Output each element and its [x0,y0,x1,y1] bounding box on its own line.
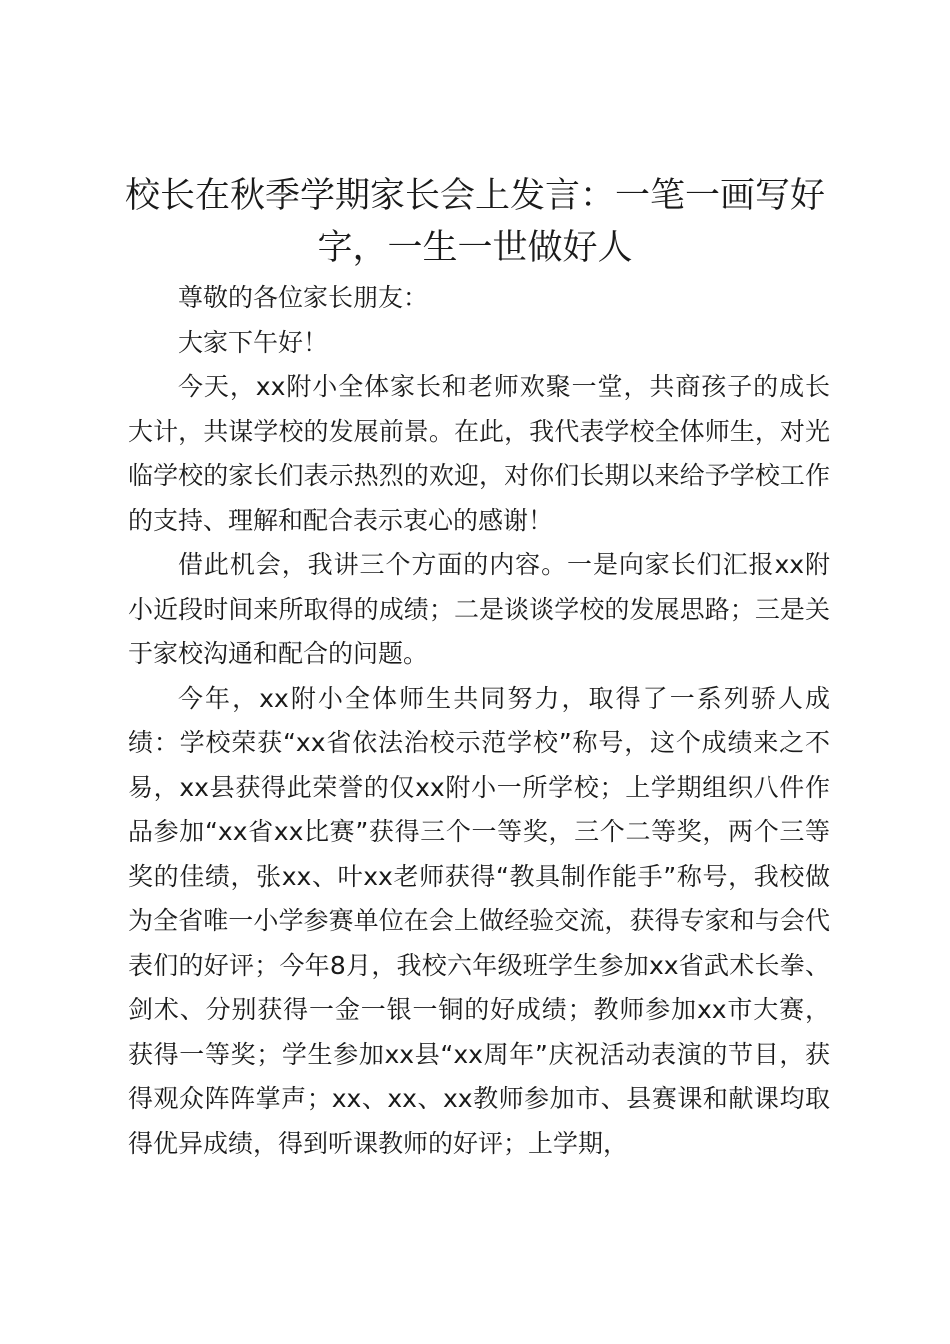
document-body [128,276,830,1166]
document-title: 校长在秋季学期家长会上发言：一笔一画写好字，一生一世做好人 [124,176,825,268]
greeting: 大家下午好！ [178,327,329,357]
paragraph-outline: 借此机会，我讲三个方面的内容。一是向家长们汇报xx附小近段时间来所取得的成绩；二是谈谈学校的发展思路；三是关于家校沟通和配合的问题。 [128,550,830,668]
paragraph-achievements: 今年，xx附小全体师生共同努力，取得了一系列骄人成绩：学校荣获“xx省依法治校示范学校”称号，这个成绩来之不易，xx县获得此荣誉的仅xx附小一所学校；上学期组织八件作品参加“xx省xx比赛”获得三个一等奖，三个二等奖，两个三等奖的佳绩，张xx、叶xx老师获得“教具制作能手”称号，我校做为全省唯一小学参赛单位在会上做经验交流，获得专家和与会代表们的好评；今年8月，我校六年级班学生参加xx省武术长拳、剑术、分别获得一金一银一铜的好成绩；教师参加xx市大赛，获得一等奖；学生参加xx县“xx周年”庆祝活动表演的节目，获得观众阵阵掌声；xx、xx、xx教师参加市、县赛课和献课均取得优异成绩，得到听课教师的好评；上学期， [128,683,830,1158]
salutation: 尊敬的各位家长朋友： [178,283,429,312]
paragraph-welcome: 今天，xx附小全体家长和老师欢聚一堂，共商孩子的成长大计，共谋学校的发展前景。在此，我代表学校全体师生，对光临学校的家长们表示热烈的欢迎，对你们长期以来给予学校工作的支持、理解和配合表示衷心的感谢！ [128,372,830,535]
